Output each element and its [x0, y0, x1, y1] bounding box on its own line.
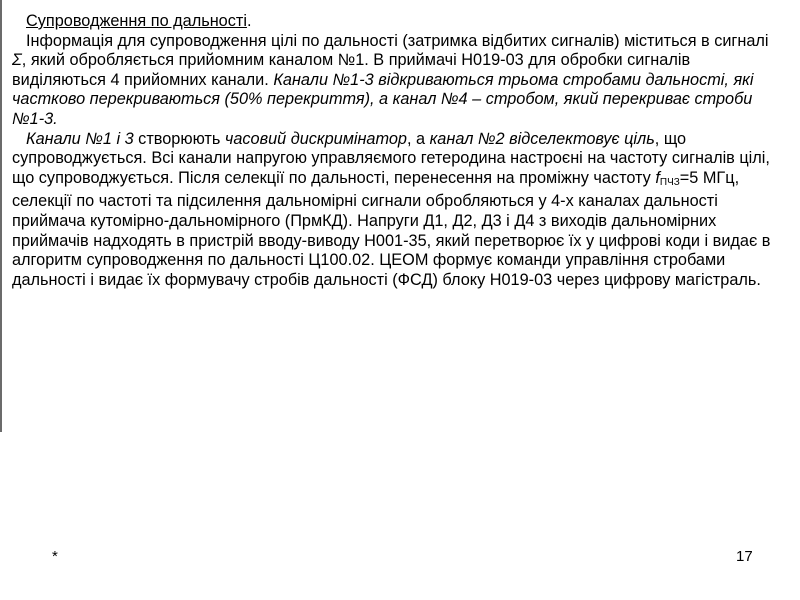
- p2-text-3-italic: часовий дискримінатор: [224, 129, 407, 148]
- section-heading: Супроводження по дальності: [26, 12, 247, 30]
- heading-suffix: .: [246, 12, 252, 30]
- p2-text-2: створюють: [133, 129, 225, 148]
- p1-text-2: , який обробляється прийомним каналом №1. В приймачі Н019-03 для обробки сигналів виділяються 4 прийомних канали.: [12, 51, 691, 89]
- slide-content: [12, 12, 772, 290]
- p2-frequency-symbol: f: [655, 168, 660, 187]
- page-number: 17: [736, 548, 753, 565]
- p2-text-7: =5 МГц, селекції по частоті та підсилення дальномірні сигнали обробляються у 4-х каналах дальності приймача кутомірно-дальномірного (ПрмКД). Напруги Д1, Д2, Д3 і Д4 з виходів дальномірних приймачів надходять в пристрій вводу-виводу Н001-35, який перетворює їх у цифрові коди і видає в алгоритм супроводження по дальності Ц100.02. ЦЕОМ формує команди управління стробами дальності і видає їх формувачу стробів дальності (ФСД) блоку Н019-03 через цифрову магістраль.: [12, 168, 771, 289]
- p2-text-6: , що супроводжується. Всі канали напругою управляємого гетеродина настроєні на частоту сигналів цілі, що супроводжується. Після селекції по дальності, перенесення на проміжну частоту: [12, 129, 770, 187]
- paragraph-1: [12, 32, 772, 130]
- p1-text-3-italic: Канали №1-3 відкриваються трьома стробами дальності, які частково перекриваються (50% перекриття), а канал №4 – стробом, який перекриває строби №1-3.: [12, 70, 754, 128]
- left-border-line: [0, 0, 2, 432]
- footer-star: *: [52, 548, 58, 565]
- p2-frequency-subscript: ПЧЗ: [659, 176, 680, 188]
- p2-text-1-italic: Канали №1 і 3: [26, 129, 134, 148]
- p2-text-5-italic: канал №2 відселектовує ціль: [429, 129, 655, 148]
- p1-text-1: Інформація для супроводження цілі по дальності (затримка відбитих сигналів) міститься в сигналі: [26, 31, 769, 50]
- p1-sigma-symbol: Σ: [12, 51, 22, 70]
- p2-text-4: , а: [406, 129, 430, 148]
- paragraph-2: [12, 130, 772, 291]
- heading-line: [12, 12, 772, 32]
